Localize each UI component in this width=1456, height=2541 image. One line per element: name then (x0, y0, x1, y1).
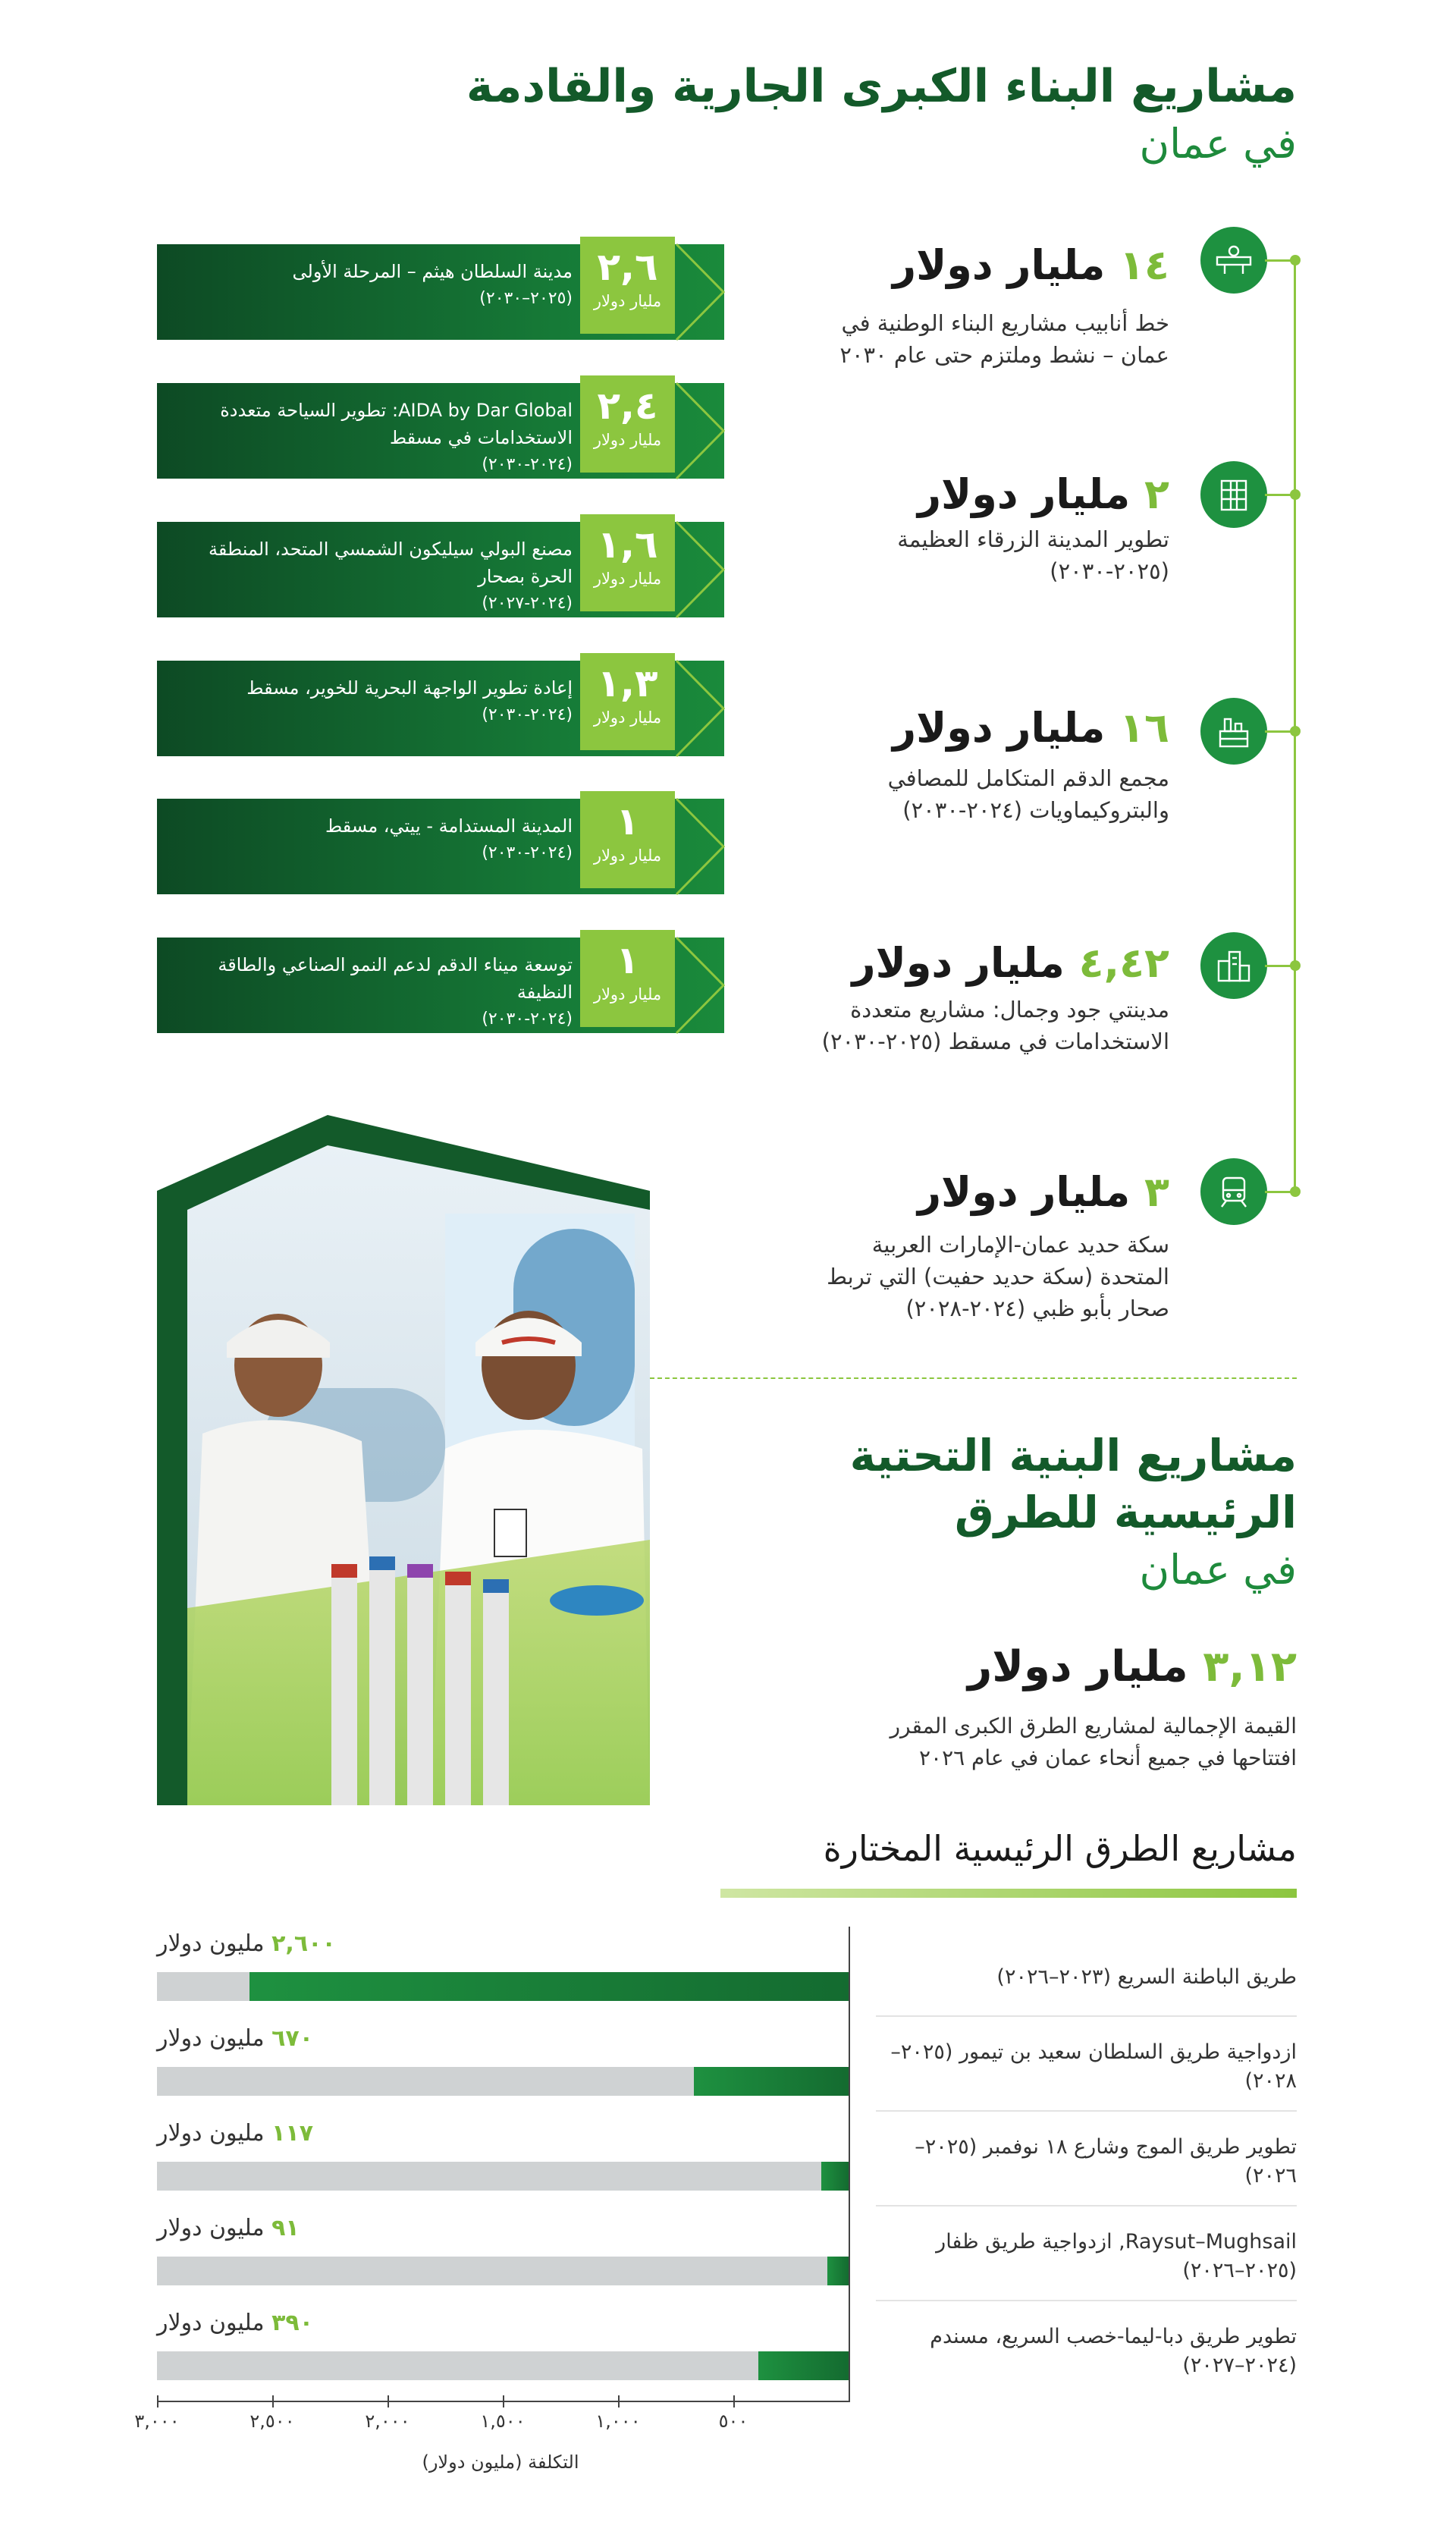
x-axis-label: التكلفة (مليون دولار) (422, 2451, 579, 2473)
timeline-value-unit: مليار دولار (893, 241, 1106, 289)
project-card-text (178, 674, 573, 729)
project-card-badge (580, 791, 675, 888)
project-card-years: (٢٠٢٤-٢٠٣٠) (482, 455, 573, 474)
section2-total (968, 1642, 1297, 1691)
timeline-desc: مدينتي جود وجمال: مشاريع متعددة الاستخدامات في مسقط (٢٠٢٥-٢٠٣٠) (821, 997, 1169, 1054)
bar-value-number: ٩١ (271, 2215, 300, 2241)
bar-value-label (157, 2025, 313, 2052)
project-card-value: ١,٦ (597, 523, 658, 567)
x-tick-label: ٢,٥٠٠ (249, 2411, 295, 2432)
road-project-label: Raysut–Mughsail, ازدواجية طريق ظفار (٢٠٢٥–٢٠٢٦) (936, 2230, 1297, 2282)
chevron-right-icon (675, 797, 728, 896)
timeline-icon-badge (1200, 932, 1267, 999)
road-project-label: تطوير طريق الموج وشارع ١٨ نوفمبر (٢٠٢٥–٢٠٢٦) (915, 2135, 1297, 2188)
bar-value-label (157, 1930, 336, 1957)
bar-value-unit: مليون دولار (157, 2310, 265, 2336)
project-card (157, 938, 724, 1033)
bar-value-number: ٦٧٠ (271, 2025, 314, 2052)
project-card-years: (٢٠٢٤-٢٠٣٠) (482, 843, 573, 862)
timeline-value-number: ١٦ (1119, 704, 1169, 752)
x-axis-line (157, 2401, 850, 2402)
chart-section-title: مشاريع الطرق الرئيسية المختارة (823, 1828, 1297, 1869)
project-card-years: (٢٠٢٤-٢٠٣٠) (482, 705, 573, 724)
x-tick-label: ٥٠٠ (718, 2411, 748, 2432)
timeline-dot (1290, 489, 1301, 500)
section2-subtitle: في عمان (1139, 1546, 1297, 1594)
project-card-unit: مليار دولار (593, 431, 662, 449)
chevron-right-icon (675, 243, 728, 341)
project-card-unit: مليار دولار (593, 985, 662, 1004)
timeline-value (893, 704, 1169, 752)
project-card-value: ١ (616, 938, 639, 982)
timeline-dot (1290, 726, 1301, 737)
photo-illustration (157, 1115, 650, 1805)
project-card-name: المدينة المستدامة - ييتي، مسقط (325, 815, 573, 837)
x-tick (618, 2395, 620, 2408)
project-card-badge (580, 237, 675, 334)
bar-value-number: ١١٧ (271, 2120, 314, 2147)
project-card-value: ٢,٦ (597, 245, 658, 289)
project-card (157, 244, 724, 340)
chevron-right-icon (675, 659, 728, 758)
pipeline-icon (1214, 240, 1254, 280)
x-tick (157, 2395, 158, 2408)
timeline-value-unit: مليار دولار (852, 939, 1065, 987)
bar-track (157, 2257, 849, 2285)
timeline-value (918, 1168, 1169, 1216)
bar (249, 1972, 849, 2001)
project-card-unit: مليار دولار (593, 846, 662, 865)
project-card-badge (580, 930, 675, 1027)
bar-value-unit: مليون دولار (157, 1930, 265, 1957)
x-tick (733, 2395, 735, 2408)
project-card-unit: مليار دولار (593, 708, 662, 727)
timeline-desc: مجمع الدقم المتكامل للمصافي والبتروكيماويات (٢٠٢٤-٢٠٣٠) (887, 765, 1169, 823)
row-separator (876, 2015, 1297, 2017)
project-card-name: إعادة تطوير الواجهة البحرية للخوير، مسقط (246, 677, 573, 699)
timeline-value-unit: مليار دولار (917, 1168, 1131, 1216)
project-card-years: (٢٠٢٤-٢٠٢٧) (482, 594, 573, 613)
exhibition-photo (157, 1115, 650, 1805)
project-card (157, 383, 724, 479)
timeline-value (918, 470, 1169, 518)
bar-track (157, 2162, 849, 2191)
row-separator (876, 2300, 1297, 2301)
bar-value-unit: مليون دولار (157, 2120, 265, 2147)
bar-value-unit: مليون دولار (157, 2025, 265, 2052)
timeline-dot (1290, 255, 1301, 265)
bar-value-label (157, 2215, 300, 2241)
building-icon (1214, 475, 1254, 514)
project-card-unit: مليار دولار (593, 570, 662, 588)
project-card-value: ١,٣ (597, 661, 658, 705)
project-card-text (178, 258, 573, 313)
project-card-badge (580, 514, 675, 611)
section2-title-line2: الرئيسية للطرق (954, 1487, 1297, 1538)
x-tick-label: ١,٥٠٠ (480, 2411, 526, 2432)
timeline-value-unit: مليار دولار (917, 470, 1131, 518)
bar-track (157, 2067, 849, 2096)
project-card-text (178, 397, 573, 479)
bar-value-unit: مليون دولار (157, 2215, 265, 2241)
project-card-badge (580, 653, 675, 750)
timeline-icon-badge (1200, 698, 1267, 765)
zero-axis-line (849, 1927, 850, 2401)
timeline-icon-badge (1200, 1158, 1267, 1225)
section-divider (650, 1377, 1297, 1379)
timeline-value-number: ٤,٤٢ (1078, 939, 1169, 987)
section1-subtitle: في عمان (1139, 120, 1297, 168)
timeline-value (893, 241, 1169, 289)
x-tick-label: ١,٠٠٠ (595, 2411, 641, 2432)
section2-total-desc: القيمة الإجمالية لمشاريع الطرق الكبرى المقرر افتتاحها في جميع أنحاء عمان في عام ٢٠٢٦ (890, 1713, 1297, 1770)
timeline-value-number: ٣ (1144, 1168, 1169, 1216)
project-card-badge (580, 375, 675, 473)
project-card-text (178, 951, 573, 1033)
timeline-desc: خط أنابيب مشاريع البناء الوطنية في عمان – نشط وملتزم حتى عام ٢٠٣٠ (839, 310, 1169, 368)
section2-total-value: ٣,١٢ (1203, 1642, 1297, 1691)
project-card-years: (٢٠٢٤-٢٠٣٠) (482, 1010, 573, 1029)
project-card-unit: مليار دولار (593, 292, 662, 310)
road-project-label: طريق الباطنة السريع (٢٠٢٣–٢٠٢٦) (996, 1965, 1297, 1989)
bar (694, 2067, 849, 2096)
project-card-name: مصنع البولي سيليكون الشمسي المتحد، المنطقة الحرة بصحار (209, 539, 573, 587)
section2-title-line1: مشاريع البنية التحتية (849, 1430, 1297, 1481)
timeline-icon-badge (1200, 227, 1267, 294)
timeline-dot (1290, 960, 1301, 971)
bar-value-number: ٢,٦٠٠ (271, 1930, 336, 1957)
bar (821, 2162, 849, 2191)
timeline-value-number: ٢ (1144, 470, 1169, 518)
timeline-desc: سكة حديد عمان-الإمارات العربية المتحدة (سكة حديد حفيت) التي تربط صحار بأبو ظبي (٢٠٢٤-٢٠٢٨) (827, 1232, 1169, 1321)
row-separator (876, 2110, 1297, 2112)
timeline-value-number: ١٤ (1119, 241, 1169, 289)
timeline-dot (1290, 1186, 1301, 1197)
project-card-name: AIDA by Dar Global: تطوير السياحة متعددة الاستخدامات في مسقط (220, 400, 573, 448)
chevron-right-icon (675, 382, 728, 480)
timeline-value (852, 939, 1169, 987)
bar-track (157, 2351, 849, 2380)
road-project-label: تطوير طريق دبا-ليما-خصب السريع، مسندم (٢٠٢٤–٢٠٢٧) (930, 2325, 1297, 2377)
train-icon (1214, 1172, 1254, 1211)
project-card-value: ١ (616, 799, 639, 843)
project-card-text (178, 812, 573, 867)
section1-title: مشاريع البناء الكبرى الجارية والقادمة (466, 60, 1297, 113)
project-card-name: مدينة السلطان هيثم – المرحلة الأولى (292, 261, 573, 282)
project-card-value: ٢,٤ (597, 384, 658, 428)
project-card (157, 661, 724, 756)
chevron-right-icon (675, 520, 728, 619)
section2-total-unit: مليار دولار (968, 1642, 1188, 1691)
road-project-label: ازدواجية طريق السلطان سعيد بن تيمور (٢٠٢٥–٢٠٢٨) (890, 2040, 1297, 2093)
timeline-desc: تطوير المدينة الزرقاء العظيمة (٢٠٢٥-٢٠٣٠) (897, 526, 1169, 584)
project-card-text (178, 536, 573, 617)
project-card-name: توسعة ميناء الدقم لدعم النمو الصناعي والطاقة النظيفة (218, 954, 573, 1003)
bar-value-number: ٣٩٠ (271, 2310, 314, 2336)
project-card (157, 522, 724, 617)
bar (758, 2351, 849, 2380)
bar (827, 2257, 849, 2285)
row-separator (876, 2205, 1297, 2206)
bar-track (157, 1972, 849, 2001)
x-tick (503, 2395, 504, 2408)
x-tick (388, 2395, 389, 2408)
bar-value-label (157, 2310, 313, 2336)
x-tick-label: ٢,٠٠٠ (365, 2411, 410, 2432)
city-icon (1214, 946, 1254, 985)
x-tick-label: ٣,٠٠٠ (134, 2411, 180, 2432)
project-card (157, 799, 724, 894)
timeline-icon-badge (1200, 461, 1267, 528)
x-tick (272, 2395, 274, 2408)
timeline-value-unit: مليار دولار (893, 704, 1106, 752)
project-card-years: (٢٠٢٥–٢٠٣٠) (479, 289, 573, 308)
chart-section-underline (720, 1889, 1297, 1898)
refinery-icon (1214, 711, 1254, 751)
bar-value-label (157, 2120, 313, 2147)
chevron-right-icon (675, 936, 728, 1035)
